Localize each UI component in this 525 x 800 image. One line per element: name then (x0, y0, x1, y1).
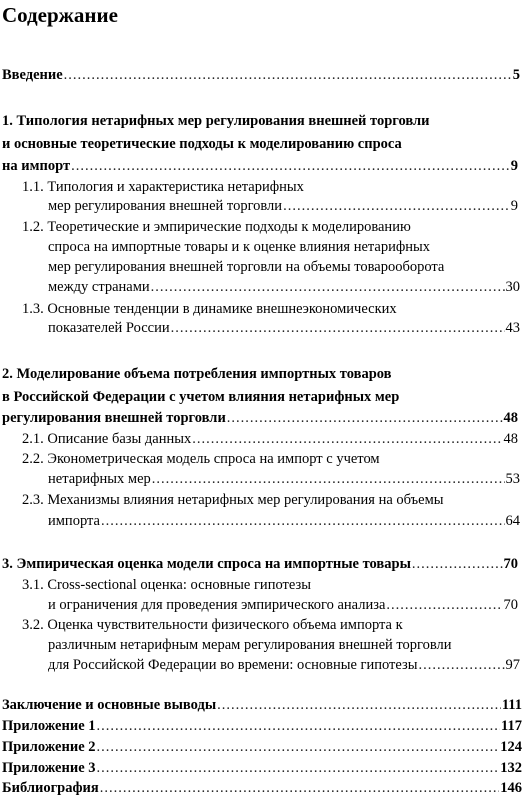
toc-entry-chapter-1 (2, 157, 518, 175)
toc-page-number: 48 (503, 410, 518, 426)
toc-page-number: 70 (503, 597, 518, 613)
toc-entry-chapter-2 (2, 409, 518, 427)
leader-dots (192, 430, 502, 448)
toc-entry-bibliography (2, 779, 522, 797)
toc-entry-appendix-3 (2, 759, 522, 777)
chapter-2-title-line-2: в Российской Федерации с учетом влияния нетарифных мер (2, 389, 400, 405)
section-2-3-line-1: 2.3. Механизмы влияния нетарифных мер регулирования на объемы (22, 492, 444, 508)
toc-page-number: 111 (501, 697, 522, 713)
toc-page-number: 9 (510, 158, 518, 174)
toc-page-number: 132 (500, 760, 522, 776)
toc-entry-label: регулирования внешней торговли (2, 410, 226, 426)
section-1-3-line-1: 1.3. Основные тенденции в динамике внешнеэкономических (22, 301, 397, 317)
leader-dots (412, 555, 503, 573)
leader-dots (283, 197, 510, 215)
leader-dots (217, 696, 501, 714)
toc-page-number: 124 (500, 739, 522, 755)
toc-entry-chapter-3 (2, 555, 518, 573)
toc-entry-section-3-1 (48, 596, 518, 614)
toc-page-number: 70 (503, 556, 518, 572)
leader-dots (101, 512, 505, 530)
toc-entry-appendix-2 (2, 738, 522, 756)
toc-entry-label: Библиография (2, 780, 99, 796)
leader-dots (100, 779, 500, 797)
toc-page-number: 53 (505, 471, 520, 487)
toc-entry-label: между странами (48, 279, 150, 295)
toc-entry-section-3-2 (48, 656, 520, 674)
page-title: Содержание (2, 3, 118, 27)
toc-entry-label: на импорт (2, 158, 71, 174)
toc-entry-section-1-2 (48, 278, 520, 296)
leader-dots (97, 738, 500, 756)
toc-entry-label: и ограничения для проведения эмпирического анализа (48, 597, 386, 613)
chapter-2-title-line-1: 2. Моделирование объема потребления импортных товаров (2, 366, 392, 382)
chapter-1-title-line-1: 1. Типология нетарифных мер регулирования внешней торговли (2, 113, 430, 129)
toc-page-number: 48 (503, 431, 518, 447)
toc-page-number: 97 (505, 657, 520, 673)
toc-page-number: 117 (501, 718, 522, 734)
section-1-2-line-1: 1.2. Теоретические и эмпирические подходы к моделированию (22, 219, 411, 235)
toc-entry-section-2-3 (48, 512, 520, 530)
leader-dots (71, 157, 510, 175)
leader-dots (152, 470, 505, 488)
toc-entry-label: 2.1. Описание базы данных (22, 431, 192, 447)
toc-page-number: 64 (505, 513, 520, 529)
toc-entry-label: 3. Эмпирическая оценка модели спроса на импортные товары (2, 556, 411, 572)
toc-entry-section-2-1 (22, 430, 518, 448)
section-3-1-line-1: 3.1. Cross-sectional оценка: основные гипотезы (22, 577, 311, 593)
section-1-1-line-1: 1.1. Типология и характеристика нетарифных (22, 179, 304, 195)
leader-dots (171, 319, 505, 337)
section-1-2-line-3: мер регулирования внешней торговли на объемы товарооборота (48, 259, 445, 275)
toc-entry-section-2-2 (48, 470, 520, 488)
leader-dots (97, 717, 501, 735)
toc-entry-section-1-3 (48, 319, 520, 337)
leader-dots (97, 759, 500, 777)
toc-entry-label: мер регулирования внешней торговли (48, 198, 283, 214)
toc-entry-label: показателей России (48, 320, 170, 336)
toc-entry-label: Приложение 1 (2, 718, 96, 734)
toc-entry-label: Приложение 2 (2, 739, 96, 755)
toc-entry-intro (2, 66, 520, 84)
toc-page-number: 30 (505, 279, 520, 295)
toc-entry-label: Введение (2, 67, 63, 83)
leader-dots (151, 278, 505, 296)
toc-page-number: 43 (505, 320, 520, 336)
toc-entry-label: для Российской Федерации во времени: основные гипотезы (48, 657, 418, 673)
section-3-2-line-1: 3.2. Оценка чувствительности физического объема импорта к (22, 617, 403, 633)
toc-entry-label: нетарифных мер (48, 471, 151, 487)
toc-entry-conclusion (2, 696, 522, 714)
chapter-1-title-line-2: и основные теоретические подходы к моделированию спроса (2, 136, 402, 152)
leader-dots (418, 656, 504, 674)
leader-dots (386, 596, 502, 614)
toc-entry-label: Заключение и основные выводы (2, 697, 217, 713)
toc-entry-section-1-1 (48, 197, 518, 215)
toc-page-number: 9 (510, 198, 518, 214)
toc-entry-appendix-1 (2, 717, 522, 735)
section-1-2-line-2: спроса на импортные товары и к оценке влияния нетарифных (48, 239, 430, 255)
leader-dots (227, 409, 503, 427)
toc-entry-label: Приложение 3 (2, 760, 96, 776)
toc-page-number: 5 (512, 67, 520, 83)
leader-dots (64, 66, 512, 84)
toc-entry-label: импорта (48, 513, 100, 529)
section-2-2-line-1: 2.2. Эконометрическая модель спроса на импорт с учетом (22, 451, 380, 467)
toc-page-number: 146 (500, 780, 522, 796)
section-3-2-line-2: различным нетарифным мерам регулирования внешней торговли (48, 637, 452, 653)
